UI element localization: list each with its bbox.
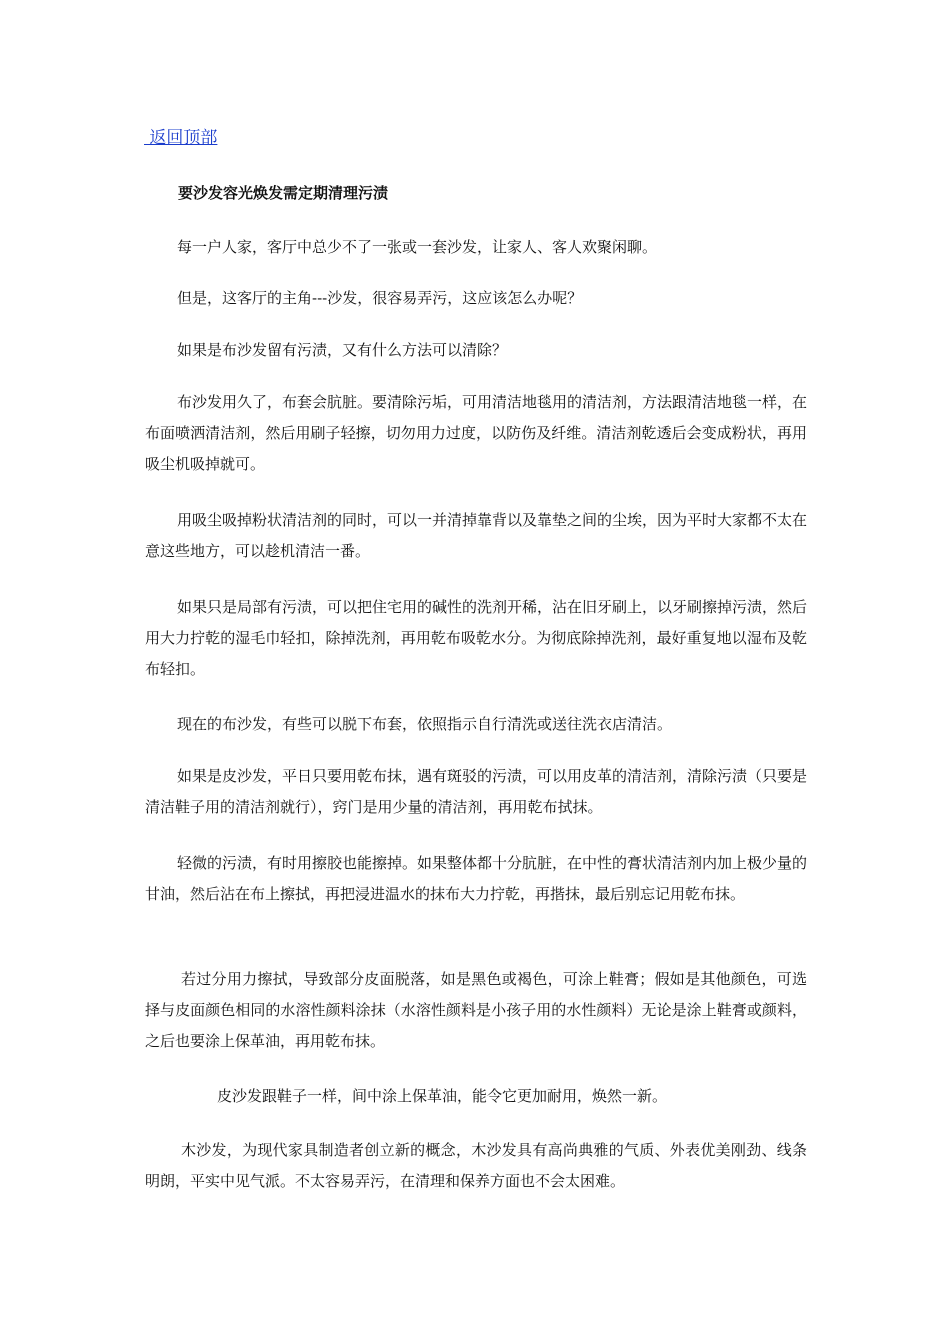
- paragraph-10: 若过分用力擦拭，导致部分皮面脱落，如是黑色或褐色，可涂上鞋膏；假如是其他颜色，可选择与皮面颜色相同的水溶性颜料涂抹（水溶性颜料是小孩子用的水性颜料）无论是涂上鞋膏或颜料，之后也要涂上保革油，再用乾布抹。: [145, 970, 807, 1050]
- paragraph-9: 轻微的污渍，有时用擦胶也能擦掉。如果整体都十分肮脏，在中性的膏状清洁剂内加上极少量的甘油，然后沾在布上擦拭，再把浸进温水的抹布大力拧乾，再揩抹，最后别忘记用乾布抹。: [145, 854, 808, 903]
- article-title: 要沙发容光焕发需定期清理污渍: [178, 184, 389, 202]
- paragraph-7: 现在的布沙发，有些可以脱下布套，依照指示自行清洗或送往洗衣店清洁。: [177, 715, 673, 733]
- back-to-top-link[interactable]: 返回顶部: [144, 128, 218, 148]
- paragraph-11: 皮沙发跟鞋子一样，间中涂上保革油，能令它更加耐用，焕然一新。: [217, 1087, 668, 1105]
- paragraph-1: 每一户人家，客厅中总少不了一张或一套沙发，让家人、客人欢聚闲聊。: [177, 238, 658, 256]
- paragraph-6: 如果只是局部有污渍，可以把住宅用的碱性的洗剂开稀，沾在旧牙刷上，以牙刷擦掉污渍，然后用大力拧乾的湿毛巾轻扣，除掉洗剂，再用乾布吸乾水分。为彻底除掉洗剂，最好重复地以湿布及乾布轻扣。: [145, 598, 808, 678]
- paragraph-12: 木沙发，为现代家具制造者创立新的概念，木沙发具有高尚典雅的气质、外表优美刚劲、线条明朗，平实中见气派。不太容易弄污，在清理和保养方面也不会太困难。: [145, 1141, 807, 1190]
- paragraph-8: 如果是皮沙发，平日只要用乾布抹，遇有斑驳的污渍，可以用皮革的清洁剂，清除污渍（只要是清洁鞋子用的清洁剂就行），窍门是用少量的清洁剂，再用乾布拭抹。: [145, 767, 808, 816]
- paragraph-2: 但是，这客厅的主角---沙发，很容易弄污，这应该怎么办呢？: [177, 289, 583, 307]
- paragraph-3: 如果是布沙发留有污渍，又有什么方法可以清除？: [177, 341, 508, 359]
- paragraph-4: 布沙发用久了，布套会肮脏。要清除污垢，可用清洁地毯用的清洁剂，方法跟清洁地毯一样，在布面喷洒清洁剂，然后用刷子轻擦，切勿用力过度，以防伤及纤维。清洁剂乾透后会变成粉状，再用吸尘机吸掉就可。: [145, 393, 808, 473]
- paragraph-5: 用吸尘吸掉粉状清洁剂的同时，可以一并清掉靠背以及靠垫之间的尘埃，因为平时大家都不太在意这些地方，可以趁机清洁一番。: [145, 511, 808, 560]
